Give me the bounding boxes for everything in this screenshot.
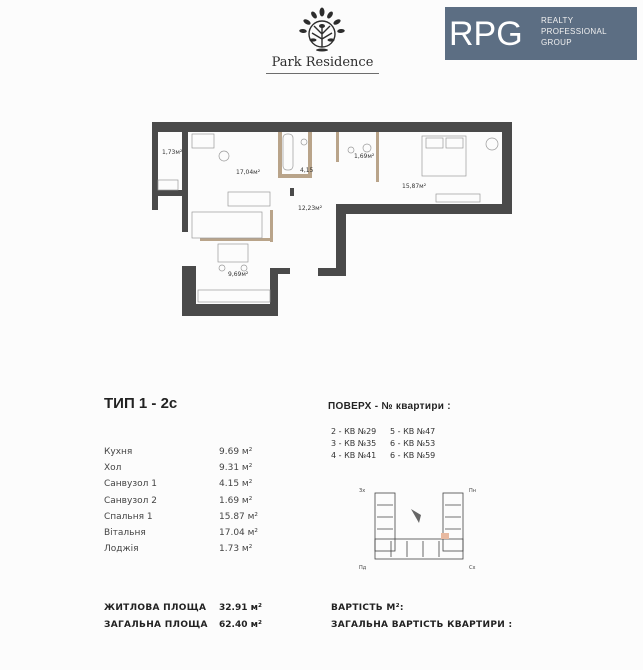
label-bedroom: 15,87м² (402, 183, 427, 190)
apartment-floor-plan (140, 118, 520, 326)
room-row (104, 447, 284, 463)
room-name: Хол (104, 463, 122, 474)
price-per-m2-label: ВАРТІСТЬ М²: (331, 603, 404, 613)
floor-item: 6 - КВ №59 (390, 451, 436, 460)
brand-letters: RPG (449, 15, 523, 53)
furniture (158, 134, 498, 302)
room-area: 15.87 м² (219, 511, 259, 522)
floor-item: 6 - КВ №53 (390, 439, 436, 448)
total-area-label: ЗАГАЛЬНА ПЛОЩА (104, 620, 208, 630)
room-area: 9.69 м² (219, 447, 253, 457)
logo-underline (266, 73, 379, 74)
room-name: Санвузол 2 (104, 495, 157, 506)
total-price-label: ЗАГАЛЬНА ВАРТІСТЬ КВАРТИРИ : (331, 620, 513, 630)
floor-item: 3 - КВ №35 (331, 439, 377, 448)
room-row (104, 544, 284, 560)
label-hall: 12,23м² (298, 205, 323, 212)
apartment-type-title: ТИП 1 - 2с (104, 395, 178, 412)
floor-item: 5 - КВ №47 (390, 427, 436, 436)
room-row (104, 463, 284, 479)
room-row (104, 512, 284, 528)
room-name: Спальня 1 (104, 511, 153, 522)
logo-name: Park Residence (271, 55, 374, 70)
room-row (104, 496, 284, 512)
label-loggia: 1,73м² (162, 149, 183, 156)
brand-subtitle (541, 15, 633, 48)
room-name: Кухня (104, 447, 133, 457)
partitions (200, 132, 379, 242)
keyplan-label-north: Пн (469, 488, 477, 494)
building-key-plan (357, 487, 482, 572)
brand-sub-line: PROFESSIONAL (541, 27, 607, 36)
room-area: 1.73 м² (219, 544, 253, 555)
keyplan-label-south: Пд (359, 565, 367, 571)
living-area-value: 32.91 м² (219, 603, 262, 613)
label-bathroom-1: 4,15 (300, 167, 314, 174)
label-kitchen: 9,69м² (228, 271, 249, 278)
rooms-table (104, 447, 284, 560)
room-area: 17.04 м² (219, 527, 259, 538)
label-living: 17,04м² (236, 169, 261, 176)
label-bathroom-2: 1,69м² (354, 153, 375, 160)
room-area: 4.15 м² (219, 479, 253, 490)
floor-item: 2 - КВ №29 (331, 427, 377, 436)
room-area: 9.31 м² (219, 463, 253, 474)
living-area-label: ЖИТЛОВА ПЛОЩА (104, 603, 207, 613)
room-name: Санвузол 1 (104, 479, 157, 490)
room-name: Вітальня (104, 527, 146, 538)
floors-title: ПОВЕРХ - № квартири : (328, 401, 451, 412)
keyplan-label-east: Сх (469, 565, 476, 571)
room-area: 1.69 м² (219, 495, 253, 506)
room-row (104, 528, 284, 544)
room-name: Лоджія (104, 544, 139, 555)
tree-icon (293, 6, 351, 54)
total-area-value: 62.40 м² (219, 620, 262, 630)
room-row (104, 479, 284, 495)
outer-walls (152, 122, 512, 316)
brand-sub-line: REALTY (541, 16, 574, 25)
rpg-brand-badge (445, 7, 637, 60)
keyplan-label-west: Зх (359, 488, 366, 494)
park-residence-logo (255, 6, 390, 76)
brand-sub-line: GROUP (541, 38, 572, 47)
floor-item: 4 - КВ №41 (331, 451, 377, 460)
